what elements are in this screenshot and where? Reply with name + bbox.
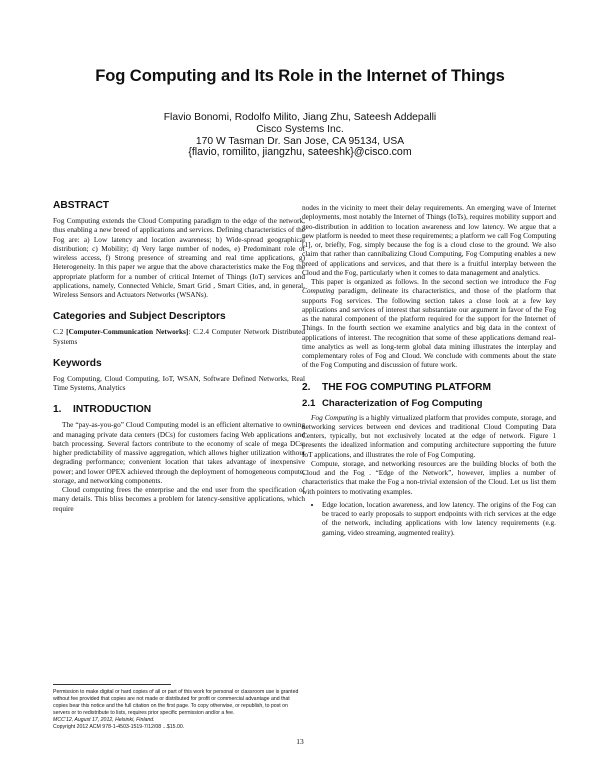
intro-heading — [53, 404, 305, 415]
abstract-text: Fog Computing extends the Cloud Computing paradigm to the edge of the network, thus enabling a new breed of applications and services. Defining characteristics of the Fog are: a) Low latency and location awareness; b) Wide-spread geographical distribution; c) Mobility; d) Very large number of nodes, e) Predominant role of wireless access, f) Strong presence of streaming and real time applications, g) Heterogeneity. In this paper we argue that the above characteristics make the Fog the appropriate platform for a number of critical Internet of Things (IoT) services and applications, namely, Connected Vehicle, Smart Grid , Smart Cities, and, in general, Wireless Sensors and Actuators Networks (WSANs). — [53, 216, 305, 299]
left-column — [53, 200, 305, 513]
subsection-2-1-title: Characterization of Fog Computing — [322, 397, 483, 409]
categories-bold: [Computer-Communication Networks] — [66, 327, 189, 337]
section-2-title: THE FOG COMPUTING PLATFORM — [322, 381, 492, 393]
intro-paragraph-2: Cloud computing frees the enterprise and the end user from the specification of many details. This bliss becomes a problem for latency-sensitive applications, which require — [53, 485, 305, 513]
categories-heading: Categories and Subject Descriptors — [53, 311, 226, 323]
permission-copyright: Copyright 2012 ACM 978-1-4503-1519-7/12/08 ...$15.00. — [53, 724, 185, 730]
author-block — [40, 112, 560, 159]
intro-title: INTRODUCTION — [73, 404, 152, 416]
right-column — [302, 203, 556, 537]
subsection-2-1-heading — [302, 398, 556, 409]
categories-rest: : C.2.4 Computer Network Distributed Systems — [53, 327, 305, 346]
right-paragraph-4: Compute, storage, and networking resources are the building blocks of both the Cloud and the Fog . “Edge of the Network”, however, implies a number of characteristics that make the Fog a non-trivial extension of the Cloud. Let us list them with pointers to motivating examples. — [302, 458, 556, 496]
section-2-heading — [302, 382, 556, 393]
list-item: • Edge location, location awareness, and low latency. The origins of the Fog can be traced to early proposals to support endpoints with rich services at the edge of the network, including applications with low latency requirements (e.g. gaming, video streaming, augmented reality). — [322, 500, 556, 537]
characteristics-list — [302, 500, 556, 537]
author-affiliation: Cisco Systems Inc. — [256, 123, 344, 135]
footnote-rule — [53, 684, 171, 685]
right-paragraph-1: nodes in the vicinity to meet their delay requirements. An emerging wave of Internet deployments, most notably the Internet of Things (IoTs), requires mobility support and geo-distribution in addition to location awareness and low latency. We argue that a new platform is needed to meet these requirements; a platform we call Fog Computing [1], or, briefly, Fog, simply because the fog is a cloud close to the ground. We also claim that rather than cannibalizing Cloud Computing, Fog Computing enables a new breed of applications and services, and that there is a fruitful interplay between the Cloud and the Fog, particularly when it comes to data management and analytics. — [302, 203, 556, 277]
page-number: 13 — [296, 737, 304, 746]
intro-number: 1. — [53, 404, 62, 416]
author-email: {flavio, romilito, jiangzhu, sateeshk}@cisco.com — [188, 146, 412, 159]
fog-computing-em-2: Fog Computing — [311, 412, 358, 422]
keywords-text: Fog Computing, Cloud Computing, IoT, WSAN, Software Defined Networks, Real Time Systems, Analytics — [53, 373, 305, 392]
categories-text — [53, 327, 305, 346]
fog-computing-em: Fog Computing — [302, 277, 556, 296]
author-address: 170 W Tasman Dr. San Jose, CA 95134, USA — [195, 135, 405, 147]
categories-code: C.2 — [53, 327, 64, 337]
keywords-heading: Keywords — [53, 357, 102, 369]
subsection-2-1-number: 2.1 — [302, 397, 316, 409]
paper-title: Fog Computing and Its Role in the Internet of Things — [95, 66, 505, 85]
permission-venue: MCC’12, August 17, 2012, Helsinki, Finland. — [53, 717, 155, 723]
right-paragraph-3: Fog Computing is a highly virtualized platform that provides compute, storage, and networking services between end devices and traditional Cloud Computing Data Centers, typically, but not exclusively located at the edge of network. Figure 1 presents the idealized information and computing architecture supporting the future IoT applications, and illustrates the role of Fog Computing. — [302, 412, 556, 459]
intro-paragraph-1: The “pay-as-you-go” Cloud Computing model is an efficient alternative to owning and managing private data centers (DCs) for customers facing Web applications and batch processing. Several factors contribute to the economy of scale of mega DCs: higher predictability of massive aggregation, which allows higher utilization without degrading performance; convenient location that takes advantage of inexpensive power; and lower OPEX achieved through the deployment of homogeneous compute, storage, and networking components. — [53, 420, 305, 485]
author-names: Flavio Bonomi, Rodolfo Milito, Jiang Zhu, Sateesh Addepalli — [163, 112, 437, 123]
section-2-number: 2. — [302, 381, 311, 393]
permission-notice — [53, 689, 301, 731]
permission-text: Permission to make digital or hard copies of all or part of this work for personal or classroom use is granted without fee provided that copies are not made or distributed for profit or commercial advantage and that copies bear this notice and the full citation on the first page. To copy otherwise, or republish, to post on servers or to redistribute to lists, requires prior specific permission and/or a fee. — [53, 689, 299, 716]
abstract-heading: ABSTRACT — [53, 200, 110, 211]
right-paragraph-2: This paper is organized as follows. In the second section we introduce the Fog Computing paradigm, delineate its characteristics, and those of the platform that supports Fog services. The following section takes a close look at a few key applications and services of interest that substantiate our argument in favor of the Fog as the natural component of the platform required for the support for the Internet of Things. In the fourth section we examine analytics and big data in the context of applications of interest. The recognition that some of these applications demand real-time analytics as well as long-term global data mining illustrates the interplay and complementary roles of Fog and Cloud. We conclude with comments about the state of the Fog Computing and discussion of future work. — [302, 277, 556, 370]
